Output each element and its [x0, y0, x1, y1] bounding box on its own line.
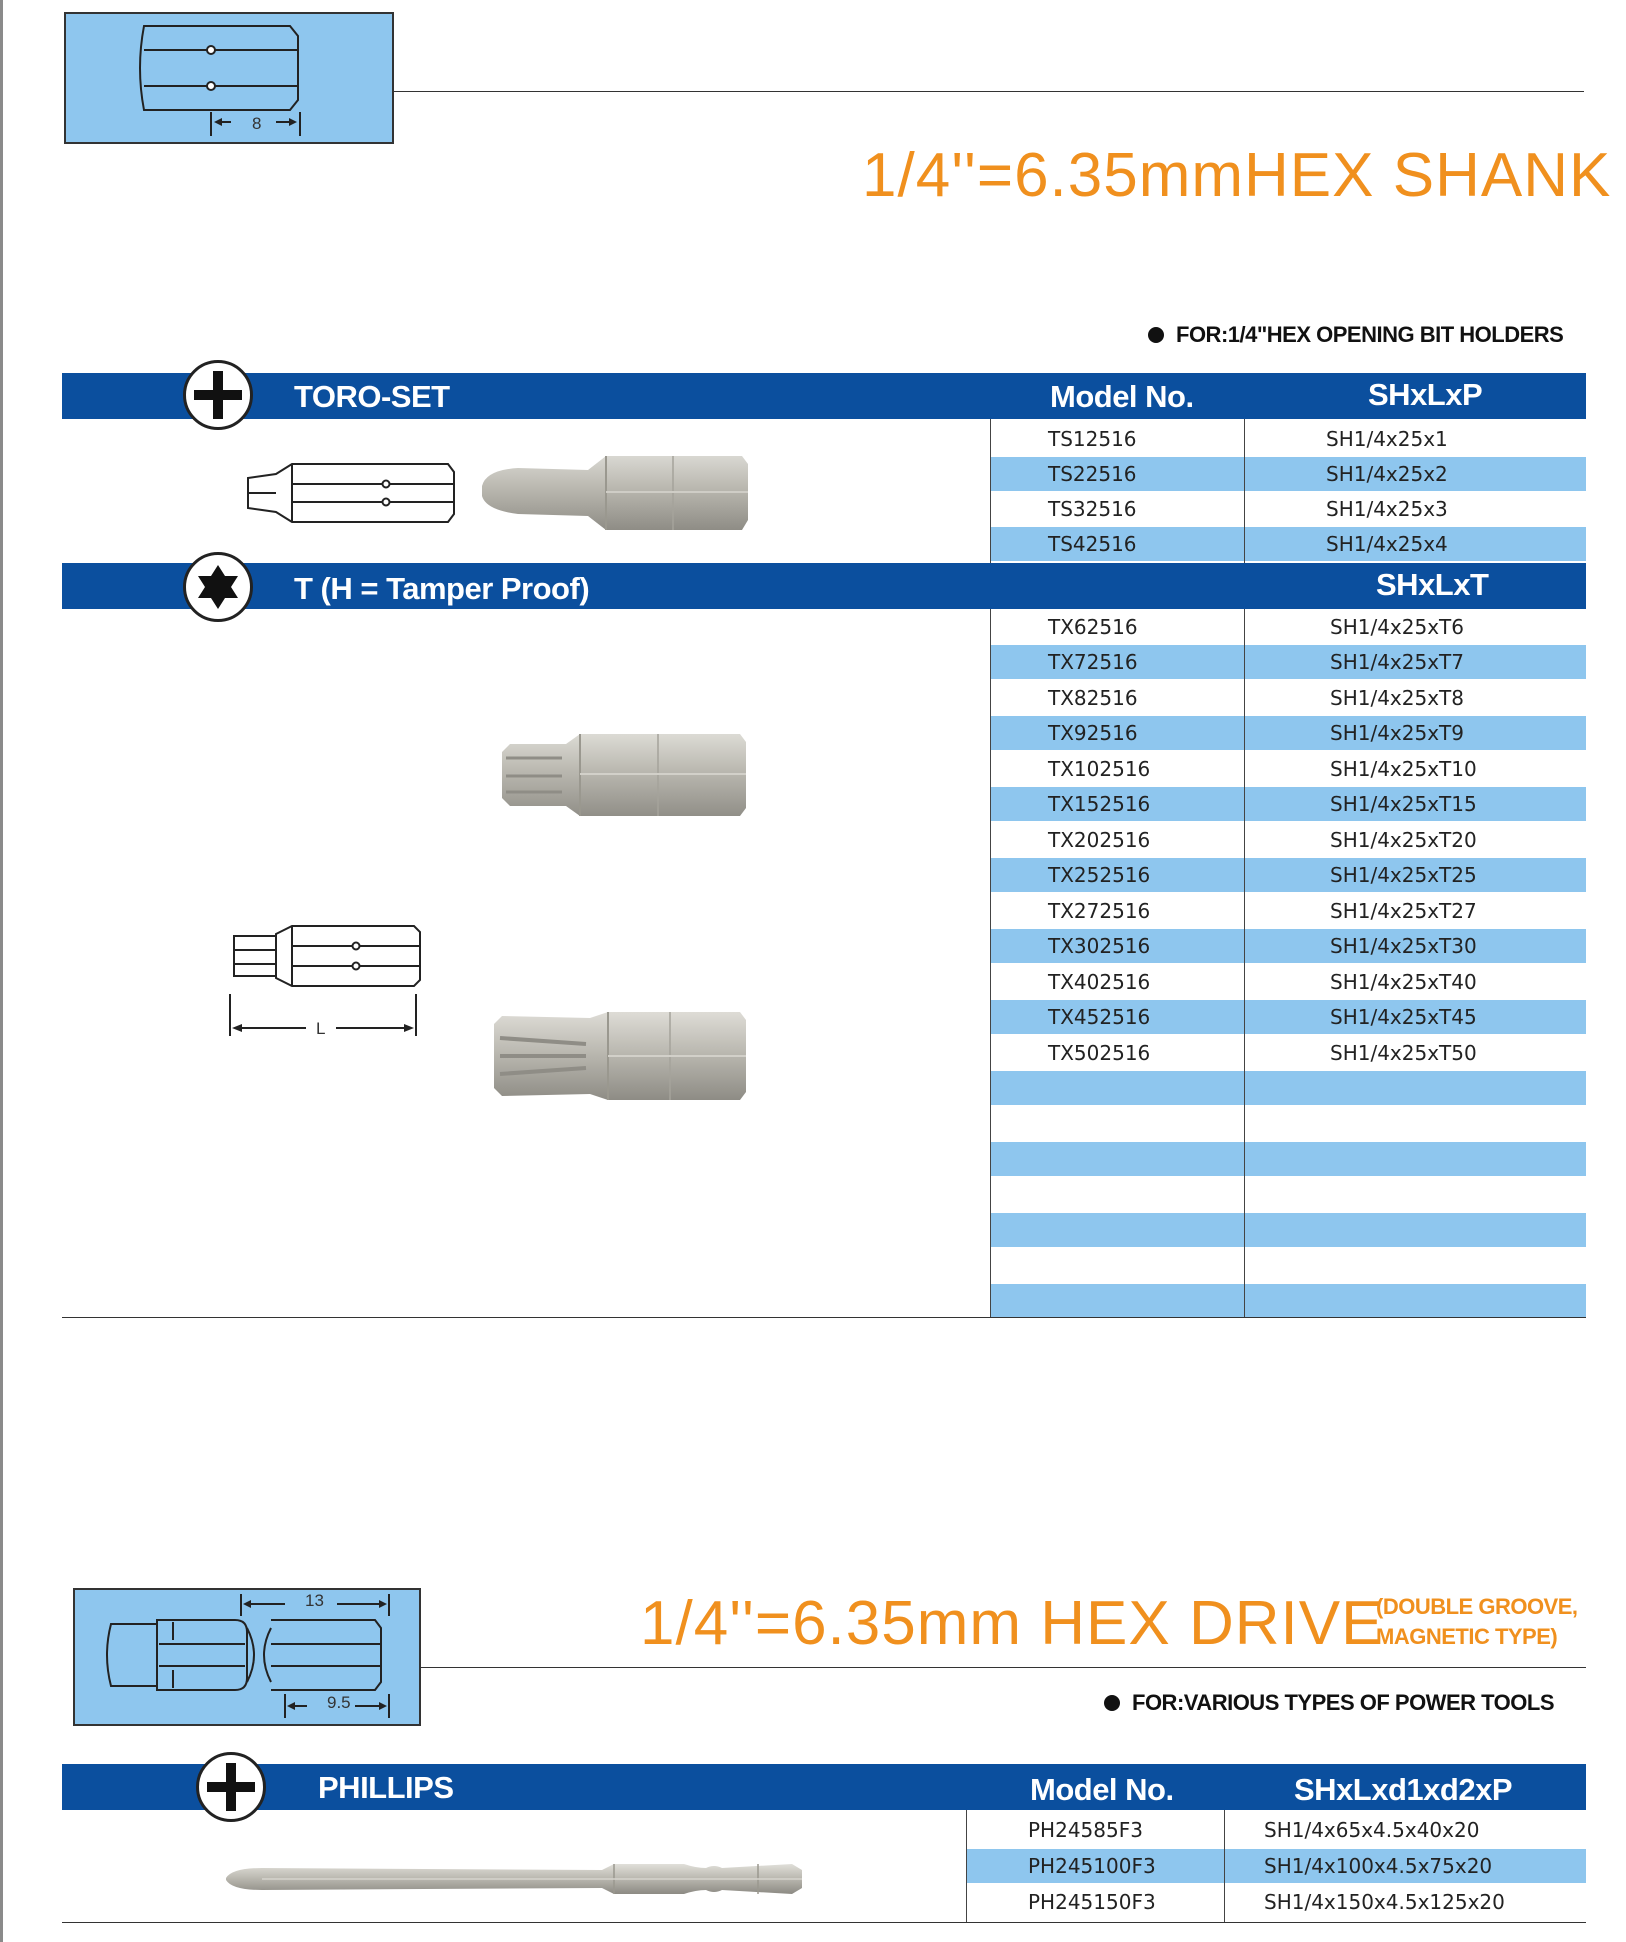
phillips-column-divider	[1224, 1810, 1225, 1922]
diagram-dim-8: 8	[252, 114, 262, 133]
table-row	[990, 823, 1586, 857]
spec-cell: SH1/4x25x1	[1326, 427, 1448, 451]
section2-bottom-rule	[62, 1922, 1586, 1923]
page-edge	[0, 0, 3, 1942]
torx-star-icon	[183, 552, 253, 622]
model-cell: TX152516	[1048, 792, 1151, 816]
diagram-dim-L: L	[316, 1019, 326, 1038]
toro-cross-icon	[183, 360, 253, 430]
toro-bit-outline-drawing	[240, 456, 460, 530]
spec-cell: SH1/4x25xT9	[1330, 721, 1464, 745]
model-cell: TS22516	[1048, 462, 1137, 486]
header-rule	[394, 91, 1584, 92]
model-cell: TX72516	[1048, 650, 1138, 674]
model-cell: TX452516	[1048, 1005, 1151, 1029]
model-cell: TS12516	[1048, 427, 1137, 451]
model-cell: TS42516	[1048, 532, 1137, 556]
bullet-icon	[1148, 327, 1164, 343]
section1-subtitle	[1148, 322, 1563, 348]
spec-cell: SH1/4x100x4.5x75x20	[1264, 1854, 1493, 1878]
spec-cell: SH1/4x25xT10	[1330, 757, 1477, 781]
phillips-label: PHILLIPS	[318, 1770, 454, 1805]
empty-row	[990, 1071, 1586, 1105]
table-row	[990, 1036, 1586, 1070]
torx-bit-photo-large	[490, 1006, 756, 1106]
section1-bottom-rule	[62, 1317, 1586, 1318]
spec-cell: SH1/4x25xT7	[1330, 650, 1464, 674]
toro-column-divider	[1244, 419, 1245, 563]
spec-cell: SH1/4x25xT25	[1330, 863, 1477, 887]
spec-cell: SH1/4x25xT15	[1330, 792, 1477, 816]
toro-spec-header: SHxLxP	[1368, 377, 1483, 412]
section2-title-note	[1376, 1592, 1578, 1652]
table-row	[990, 610, 1586, 644]
torx-label: T (H = Tamper Proof)	[294, 571, 590, 606]
model-cell: TX202516	[1048, 828, 1151, 852]
spec-cell: SH1/4x150x4.5x125x20	[1264, 1890, 1505, 1914]
spec-cell: SH1/4x25xT40	[1330, 970, 1477, 994]
torx-bit-photo-small	[496, 728, 756, 824]
torx-column-divider	[1244, 609, 1245, 1318]
spec-cell: SH1/4x65x4.5x40x20	[1264, 1818, 1480, 1842]
empty-row	[990, 1142, 1586, 1176]
empty-row	[990, 1284, 1586, 1318]
title-note-line-2: MAGNETIC TYPE)	[1376, 1624, 1558, 1649]
spec-cell: SH1/4x25x3	[1326, 497, 1448, 521]
phillips-cross-icon	[196, 1752, 266, 1822]
table-row	[990, 1000, 1586, 1034]
spec-cell: SH1/4x25xT6	[1330, 615, 1464, 639]
spec-cell: SH1/4x25x4	[1326, 532, 1448, 556]
toro-set-header-bar	[62, 373, 1586, 419]
torx-header-bar	[62, 563, 1586, 609]
phillips-header-bar	[62, 1764, 1586, 1810]
section1-title: 1/4''=6.35mmHEX SHANK	[862, 141, 1612, 210]
table-row	[966, 1849, 1586, 1883]
phillips-bit-photo	[222, 1838, 812, 1918]
model-cell: TX252516	[1048, 863, 1151, 887]
spec-cell: SH1/4x25xT50	[1330, 1041, 1477, 1065]
model-cell: TX502516	[1048, 1041, 1151, 1065]
table-row	[990, 492, 1586, 526]
table-row	[990, 645, 1586, 679]
model-cell: TX402516	[1048, 970, 1151, 994]
hex-shank-diagram	[64, 12, 394, 144]
table-row	[966, 1885, 1586, 1919]
table-row	[990, 965, 1586, 999]
torx-dimension-drawing	[226, 922, 426, 1042]
spec-cell: SH1/4x25xT8	[1330, 686, 1464, 710]
spec-cell: SH1/4x25xT20	[1330, 828, 1477, 852]
table-row	[990, 422, 1586, 456]
model-cell: PH24585F3	[1028, 1818, 1143, 1842]
model-cell: TX82516	[1048, 686, 1138, 710]
diagram-dim-9-5: 9.5	[327, 1693, 351, 1712]
model-cell: TX62516	[1048, 615, 1138, 639]
hex-drive-diagram	[73, 1588, 421, 1726]
table-row	[990, 527, 1586, 561]
torx-column-divider	[990, 609, 991, 1318]
section2-header-rule	[421, 1667, 1586, 1668]
phillips-column-divider	[966, 1810, 967, 1922]
toro-set-label: TORO-SET	[294, 379, 450, 414]
model-cell: PH245150F3	[1028, 1890, 1156, 1914]
table-row	[990, 929, 1586, 963]
section1-subtitle-text: FOR:1/4"HEX OPENING BIT HOLDERS	[1176, 322, 1564, 347]
table-row	[990, 457, 1586, 491]
phillips-spec-header: SHxLxd1xd2xP	[1294, 1772, 1512, 1807]
title-note-line-1: (DOUBLE GROOVE,	[1376, 1594, 1578, 1619]
toro-bit-photo	[478, 448, 758, 538]
toro-model-header: Model No.	[1050, 379, 1194, 414]
toro-column-divider	[990, 419, 991, 563]
table-row	[990, 681, 1586, 715]
model-cell: TX102516	[1048, 757, 1151, 781]
table-row	[966, 1813, 1586, 1847]
table-row	[990, 787, 1586, 821]
spec-cell: SH1/4x25x2	[1326, 462, 1448, 486]
hex-drive-drawing	[75, 1590, 419, 1724]
phillips-model-header: Model No.	[1030, 1772, 1174, 1807]
spec-cell: SH1/4x25xT27	[1330, 899, 1477, 923]
model-cell: TX302516	[1048, 934, 1151, 958]
section2-subtitle-text: FOR:VARIOUS TYPES OF POWER TOOLS	[1132, 1690, 1554, 1715]
table-row	[990, 858, 1586, 892]
model-cell: TX272516	[1048, 899, 1151, 923]
spec-cell: SH1/4x25xT30	[1330, 934, 1477, 958]
section2-title: 1/4''=6.35mm HEX DRIVE	[640, 1589, 1384, 1658]
section2-subtitle	[1104, 1690, 1554, 1716]
spec-cell: SH1/4x25xT45	[1330, 1005, 1477, 1029]
table-row	[990, 716, 1586, 750]
hex-shank-drawing	[66, 14, 392, 142]
model-cell: TX92516	[1048, 721, 1138, 745]
torx-spec-header: SHxLxT	[1376, 567, 1489, 602]
empty-row	[990, 1213, 1586, 1247]
table-row	[990, 752, 1586, 786]
table-row	[990, 894, 1586, 928]
model-cell: PH245100F3	[1028, 1854, 1156, 1878]
bullet-icon	[1104, 1695, 1120, 1711]
model-cell: TS32516	[1048, 497, 1137, 521]
diagram-dim-13: 13	[305, 1591, 324, 1610]
